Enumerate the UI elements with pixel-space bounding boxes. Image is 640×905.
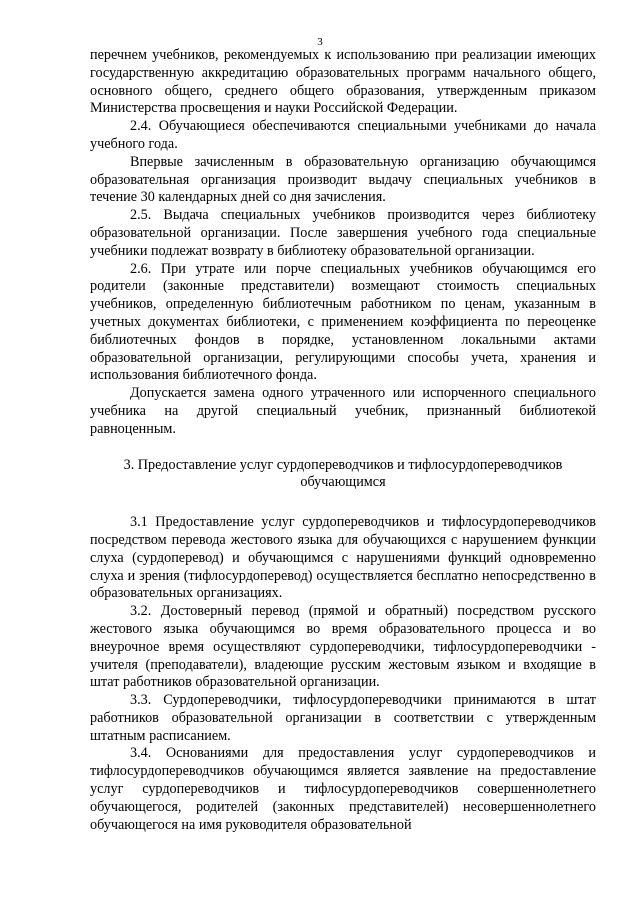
section-heading-line: 3. Предоставление услуг сурдопереводчиков и тифлосурдопереводчиков [123, 456, 563, 473]
page-number: 3 [317, 36, 323, 48]
paragraph: 3.2. Достоверный перевод (прямой и обратный) посредством русского жестового языка обучающимся во время образовательного процесса и во внеурочное время осуществляют сурдопереводчики, тифлосурдопереводчики - учителя (преподаватели), владеющие русским жестовым языком и входящие в штат работников образовательной организации. [90, 603, 596, 691]
paragraph: 2.5. Выдача специальных учебников производится через библиотеку образовательной организации. После завершения учебного года специальные учебники подлежат возврату в библиотеку образовательной организации. [90, 207, 596, 259]
paragraph: 2.6. При утрате или порче специальных учебников обучающимся его родители (законные представители) возмещают стоимость специальных учебников, определенную библиотечным работником по ценам, указанным в учетных документах библиотеки, с применением коэффициента по переоценке библиотечных фондов в порядке, установленном локальными актами образовательной организации, регулирующими способы учета, хранения и использования библиотечного фонда. [90, 260, 596, 384]
paragraph: 3.4. Основаниями для предоставления услуг сурдопереводчиков и тифлосурдопереводчиков обучающимся является заявление на предоставление услуг сурдопереводчиков и тифлосурдопереводчиков совершеннолетнего обучающегося, родителей (законных представителей) несовершеннолетнего обучающегося на имя руководителя образовательной [90, 745, 596, 833]
paragraph: Впервые зачисленным в образовательную организацию обучающимся образовательная организация производит выдачу специальных учебников в течение 30 календарных дней со дня зачисления. [90, 153, 596, 206]
section-heading [90, 457, 596, 493]
paragraph: перечнем учебников, рекомендуемых к использованию при реализации имеющих государственную аккредитацию образовательных программ начального общего, основного общего, среднего общего образования, утвержденным приказом Министерства просвещения и науки Российской Федерации. [90, 47, 596, 117]
document-body [90, 47, 596, 834]
paragraph: Допускается замена одного утраченного или испорченного специального учебника на другой специальный учебник, признанный библиотекой равноценным. [90, 385, 596, 437]
paragraph: 2.4. Обучающиеся обеспечиваются специальными учебниками до начала учебного года. [90, 118, 596, 152]
section-heading-line: обучающимся [300, 474, 386, 491]
paragraph: 3.1 Предоставление услуг сурдопереводчиков и тифлосурдопереводчиков посредством перевода жестового языка для обучающихся с нарушением функции слуха (сурдоперевод) и обучающимся с нарушениями функций одновременно слуха и зрения (тифлосурдоперевод) осуществляется бесплатно непосредственно в образовательных организациях. [90, 514, 596, 602]
paragraph: 3.3. Сурдопереводчики, тифлосурдопереводчики принимаются в штат работников образовательной организации в соответствии с утвержденным штатным расписанием. [90, 692, 596, 744]
